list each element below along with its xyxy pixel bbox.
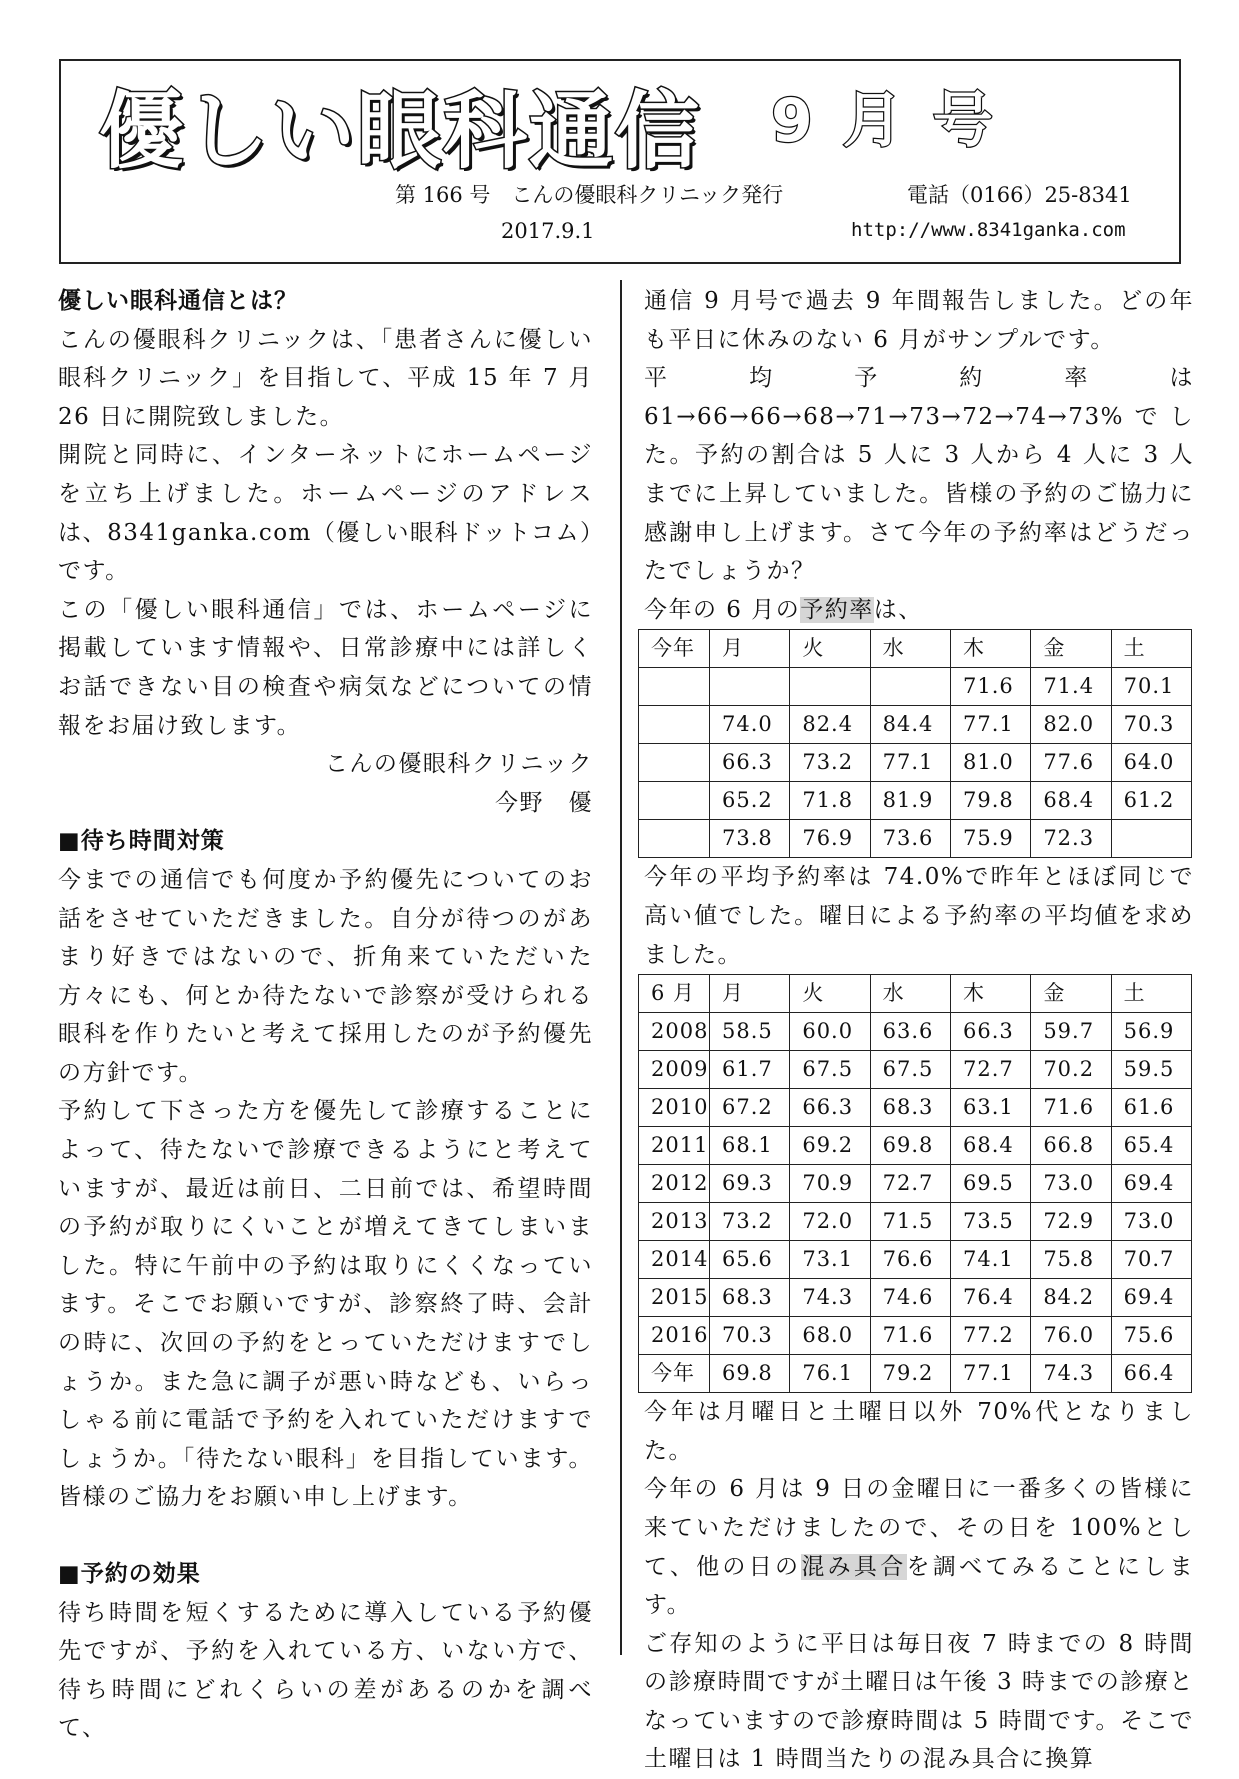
table-cell: 59.7 [1031, 1013, 1111, 1051]
left-column [58, 282, 593, 1748]
table-cell: 69.3 [710, 1165, 790, 1203]
table-cell: 今年 [639, 1355, 710, 1393]
table-cell: 74.3 [1031, 1355, 1111, 1393]
table-cell: 76.6 [870, 1241, 950, 1279]
table-cell: 71.6 [950, 668, 1030, 706]
table-cell: 76.9 [790, 820, 870, 858]
table-cell: 84.4 [870, 706, 950, 744]
table-cell: 68.0 [790, 1317, 870, 1355]
table-cell: 68.3 [710, 1279, 790, 1317]
table-cell: 77.1 [950, 1355, 1030, 1393]
table-cell: 65.4 [1111, 1127, 1191, 1165]
table-row [639, 1127, 1192, 1165]
table-row [639, 1203, 1192, 1241]
table-cell: 76.0 [1031, 1317, 1111, 1355]
table-cell: 73.6 [870, 820, 950, 858]
table-cell: 65.6 [710, 1241, 790, 1279]
table-cell: 68.3 [870, 1089, 950, 1127]
table-cell: 79.2 [870, 1355, 950, 1393]
right-paragraph-7: ご存知のように平日は毎日夜 7 時までの 8 時間の診療時間ですが土曜日は午後 3 時までの診療となっていますので診療時間は 5 時間です。そこで土曜日は 1 時間当たりの混み具合に換算 [644, 1630, 1194, 1773]
table-cell: 69.5 [950, 1165, 1030, 1203]
text-run: 今年の 6 月の [644, 596, 801, 623]
table-cell: 月 [710, 630, 790, 668]
right-paragraph-5: 今年は月曜日と土曜日以外 70%代となりました。 [644, 1399, 1194, 1464]
right-column [644, 282, 1194, 1779]
table-cell: 68.4 [950, 1127, 1030, 1165]
table-cell: 69.8 [870, 1127, 950, 1165]
table-cell: 火 [790, 630, 870, 668]
table-cell: 月 [710, 975, 790, 1013]
table-cell: 2010 [639, 1089, 710, 1127]
table-cell: 64.0 [1111, 744, 1191, 782]
author-signature: 今野 優 [495, 789, 593, 816]
table-cell [870, 668, 950, 706]
table-cell: 2014 [639, 1241, 710, 1279]
table-cell: 69.2 [790, 1127, 870, 1165]
table-cell: 71.4 [1031, 668, 1111, 706]
table-cell [639, 668, 710, 706]
table-cell [639, 744, 710, 782]
table-cell: 72.9 [1031, 1203, 1111, 1241]
table-cell [710, 668, 790, 706]
table-cell: 81.9 [870, 782, 950, 820]
text-run: を調べてみることにします。 [644, 1553, 1195, 1619]
table-cell: 2011 [639, 1127, 710, 1165]
table-cell: 82.4 [790, 706, 870, 744]
table-cell: 金 [1031, 630, 1111, 668]
newsletter-header [59, 59, 1181, 264]
table-cell: 72.7 [950, 1051, 1030, 1089]
highlighted-term: 予約率 [800, 596, 874, 623]
intro-paragraph-3: この「優しい眼科通信」では、ホームページに掲載しています情報や、日常診療中には詳しくお話できない目の検査や病気などについての情報をお届け致します。 [58, 596, 593, 739]
table-cell: 66.3 [710, 744, 790, 782]
table-cell: 土 [1111, 630, 1191, 668]
table-cell: 69.8 [710, 1355, 790, 1393]
table-cell: 金 [1031, 975, 1111, 1013]
issue-date: 2017.9.1 [501, 219, 595, 243]
table-cell: 66.4 [1111, 1355, 1191, 1393]
table-cell: 77.2 [950, 1317, 1030, 1355]
phone-line: 電話（0166）25-8341 [907, 183, 1132, 207]
table-cell: 75.9 [950, 820, 1030, 858]
table-cell: 59.5 [1111, 1051, 1191, 1089]
table-cell: 77.1 [950, 706, 1030, 744]
table-cell: 2009 [639, 1051, 710, 1089]
table-cell [639, 706, 710, 744]
table-cell: 72.7 [870, 1165, 950, 1203]
table-cell: 74.6 [870, 1279, 950, 1317]
table-cell: 69.4 [1111, 1165, 1191, 1203]
right-paragraph-2: 平均予約率は 61→66→66→68→71→73→72→74→73%でした。予約の割合は 5 人に 3 人から 4 人に 3 人までに上昇していました。皆様の予約のご協力に感謝申し上げます。さて今年の予約率はどうだったでしょうか？ [644, 365, 1194, 585]
table-row [639, 1165, 1192, 1203]
table-cell: 73.0 [1111, 1203, 1191, 1241]
reservation-effect-title: ■予約の効果 [58, 1560, 201, 1587]
table-cell: 今年 [639, 630, 710, 668]
yearly-rate-table [638, 974, 1192, 1393]
table-cell: 58.5 [710, 1013, 790, 1051]
table-row [639, 1013, 1192, 1051]
table-cell: 2015 [639, 1279, 710, 1317]
table-cell: 73.2 [790, 744, 870, 782]
table-cell: 60.0 [790, 1013, 870, 1051]
text-run: は、 [873, 596, 923, 623]
table-cell: 67.5 [870, 1051, 950, 1089]
table-cell: 61.2 [1111, 782, 1191, 820]
wait-time-paragraph-2: 予約して下さった方を優先して診療することによって、待たないで診療できるようにと考えていますが、最近は前日、二日前では、希望時間の予約が取りにくいことが増えてきてしまいました。特に午前中の予約は取りにくくなっています。そこでお願いですが、診察終了時、会計の時に、次回の予約をとっていただけますでしょうか。また急に調子が悪い時なども、いらっしゃる前に電話で予約を入れていただけますでしょうか。「待たない眼科」を目指しています。皆様のご協力をお願い申し上げます。 [58, 1098, 593, 1511]
this-year-rate-table [638, 629, 1192, 858]
table-cell [639, 782, 710, 820]
right-paragraph-1: 通信 9 月号で過去 9 年間報告しました。どの年も平日に休みのない 6 月がサンプルです。 [644, 288, 1194, 353]
right-paragraph-3 [644, 591, 1194, 630]
table-cell: 68.1 [710, 1127, 790, 1165]
table-cell: 70.2 [1031, 1051, 1111, 1089]
table-cell: 74.1 [950, 1241, 1030, 1279]
table-cell: 67.2 [710, 1089, 790, 1127]
table-cell: 2012 [639, 1165, 710, 1203]
table-cell: 73.8 [710, 820, 790, 858]
highlighted-term: 混み具合 [801, 1553, 907, 1580]
issue-line: 第 166 号 こんの優眼科クリニック発行 [395, 183, 784, 207]
table-cell: 73.1 [790, 1241, 870, 1279]
table-body [639, 975, 1192, 1393]
reservation-effect-paragraph-1: 待ち時間を短くするために導入している予約優先ですが、予約を入れている方、いない方で、待ち時間にどれくらいの差があるのかを調べて、 [58, 1599, 593, 1742]
table-cell: 66.3 [950, 1013, 1030, 1051]
table-cell [790, 668, 870, 706]
table-row [639, 1241, 1192, 1279]
table-row [639, 1051, 1192, 1089]
clinic-url: http://www.8341ganka.com [851, 219, 1126, 241]
table-cell [1111, 820, 1191, 858]
table-row [639, 744, 1192, 782]
table-cell: 70.7 [1111, 1241, 1191, 1279]
masthead-title: 優しい眼科通信 [99, 82, 702, 180]
table-cell: 77.1 [870, 744, 950, 782]
table-cell: 67.5 [790, 1051, 870, 1089]
wait-time-title: ■待ち時間対策 [58, 827, 225, 855]
table-cell: 66.8 [1031, 1127, 1111, 1165]
table-cell: 73.0 [1031, 1165, 1111, 1203]
table-row [639, 1089, 1192, 1127]
table-cell: 68.4 [1031, 782, 1111, 820]
intro-paragraph-2: 開院と同時に、インターネットにホームページを立ち上げました。ホームページのアドレスは、8341ganka.com（優しい眼科ドットコム）です。 [58, 442, 593, 585]
table-cell: 63.1 [950, 1089, 1030, 1127]
table-row [639, 706, 1192, 744]
table-cell: 56.9 [1111, 1013, 1191, 1051]
table-cell: 73.5 [950, 1203, 1030, 1241]
table-cell: 84.2 [1031, 1279, 1111, 1317]
table-cell: 75.6 [1111, 1317, 1191, 1355]
table-cell: 70.1 [1111, 668, 1191, 706]
table-row [639, 782, 1192, 820]
intro-title: 優しい眼科通信とは？ [58, 287, 298, 314]
table-cell: 水 [870, 975, 950, 1013]
table-cell: 70.3 [1111, 706, 1191, 744]
table-header-row [639, 630, 1192, 668]
table-cell: 71.6 [870, 1317, 950, 1355]
table-cell: 66.3 [790, 1089, 870, 1127]
table-cell: 61.6 [1111, 1089, 1191, 1127]
table-cell: 76.4 [950, 1279, 1030, 1317]
issue-month: 9月号 [771, 86, 1023, 156]
table-cell: 61.7 [710, 1051, 790, 1089]
section-gap [58, 1517, 593, 1555]
table-header-row [639, 975, 1192, 1013]
right-paragraph-4: 今年の平均予約率は 74.0%で昨年とほぼ同じで高い値でした。曜日による予約率の平均値を求めました。 [644, 864, 1194, 968]
table-cell: 木 [950, 975, 1030, 1013]
table-cell: 77.6 [1031, 744, 1111, 782]
right-paragraph-6 [644, 1470, 1194, 1624]
table-cell: 73.2 [710, 1203, 790, 1241]
table-row [639, 1279, 1192, 1317]
table-cell: 火 [790, 975, 870, 1013]
table-cell: 2013 [639, 1203, 710, 1241]
table-cell: 71.8 [790, 782, 870, 820]
text-run: 今年の 6 月は 9 日の金曜日に一番多くの皆様に来ていただけましたので、その日を 100%として、他の日の [644, 1476, 1194, 1580]
table-cell: 79.8 [950, 782, 1030, 820]
wait-time-paragraph-1: 今までの通信でも何度か予約優先についてのお話をさせていただきました。自分が待つのがあまり好きではないので、折角来ていただいた方々にも、何とか待たないで診察が受けられる眼科を作りたいと考えて採用したのが予約優先の方針です。 [58, 866, 593, 1086]
clinic-signature: こんの優眼科クリニック [324, 751, 593, 778]
table-cell: 水 [870, 630, 950, 668]
table-cell: 71.5 [870, 1203, 950, 1241]
table-cell: 65.2 [710, 782, 790, 820]
table-cell: 6 月 [639, 975, 710, 1013]
table-cell: 70.9 [790, 1165, 870, 1203]
table-cell: 2016 [639, 1317, 710, 1355]
table-cell: 72.3 [1031, 820, 1111, 858]
table-cell: 土 [1111, 975, 1191, 1013]
table-row [639, 1317, 1192, 1355]
table-row [639, 668, 1192, 706]
table-row [639, 820, 1192, 858]
table-cell: 木 [950, 630, 1030, 668]
table-cell: 70.3 [710, 1317, 790, 1355]
table-cell: 82.0 [1031, 706, 1111, 744]
table-cell: 69.4 [1111, 1279, 1191, 1317]
table-cell: 76.1 [790, 1355, 870, 1393]
table-cell [639, 820, 710, 858]
table-row [639, 1355, 1192, 1393]
table-cell: 74.3 [790, 1279, 870, 1317]
table-cell: 74.0 [710, 706, 790, 744]
intro-paragraph-1: こんの優眼科クリニックは、「患者さんに優しい眼科クリニック」を目指して、平成 15 年 7 月 26 日に開院致しました。 [58, 326, 593, 430]
column-divider [620, 280, 622, 1655]
table-cell: 81.0 [950, 744, 1030, 782]
table-cell: 75.8 [1031, 1241, 1111, 1279]
table-body [639, 630, 1192, 858]
table-cell: 71.6 [1031, 1089, 1111, 1127]
table-cell: 72.0 [790, 1203, 870, 1241]
table-cell: 2008 [639, 1013, 710, 1051]
table-cell: 63.6 [870, 1013, 950, 1051]
